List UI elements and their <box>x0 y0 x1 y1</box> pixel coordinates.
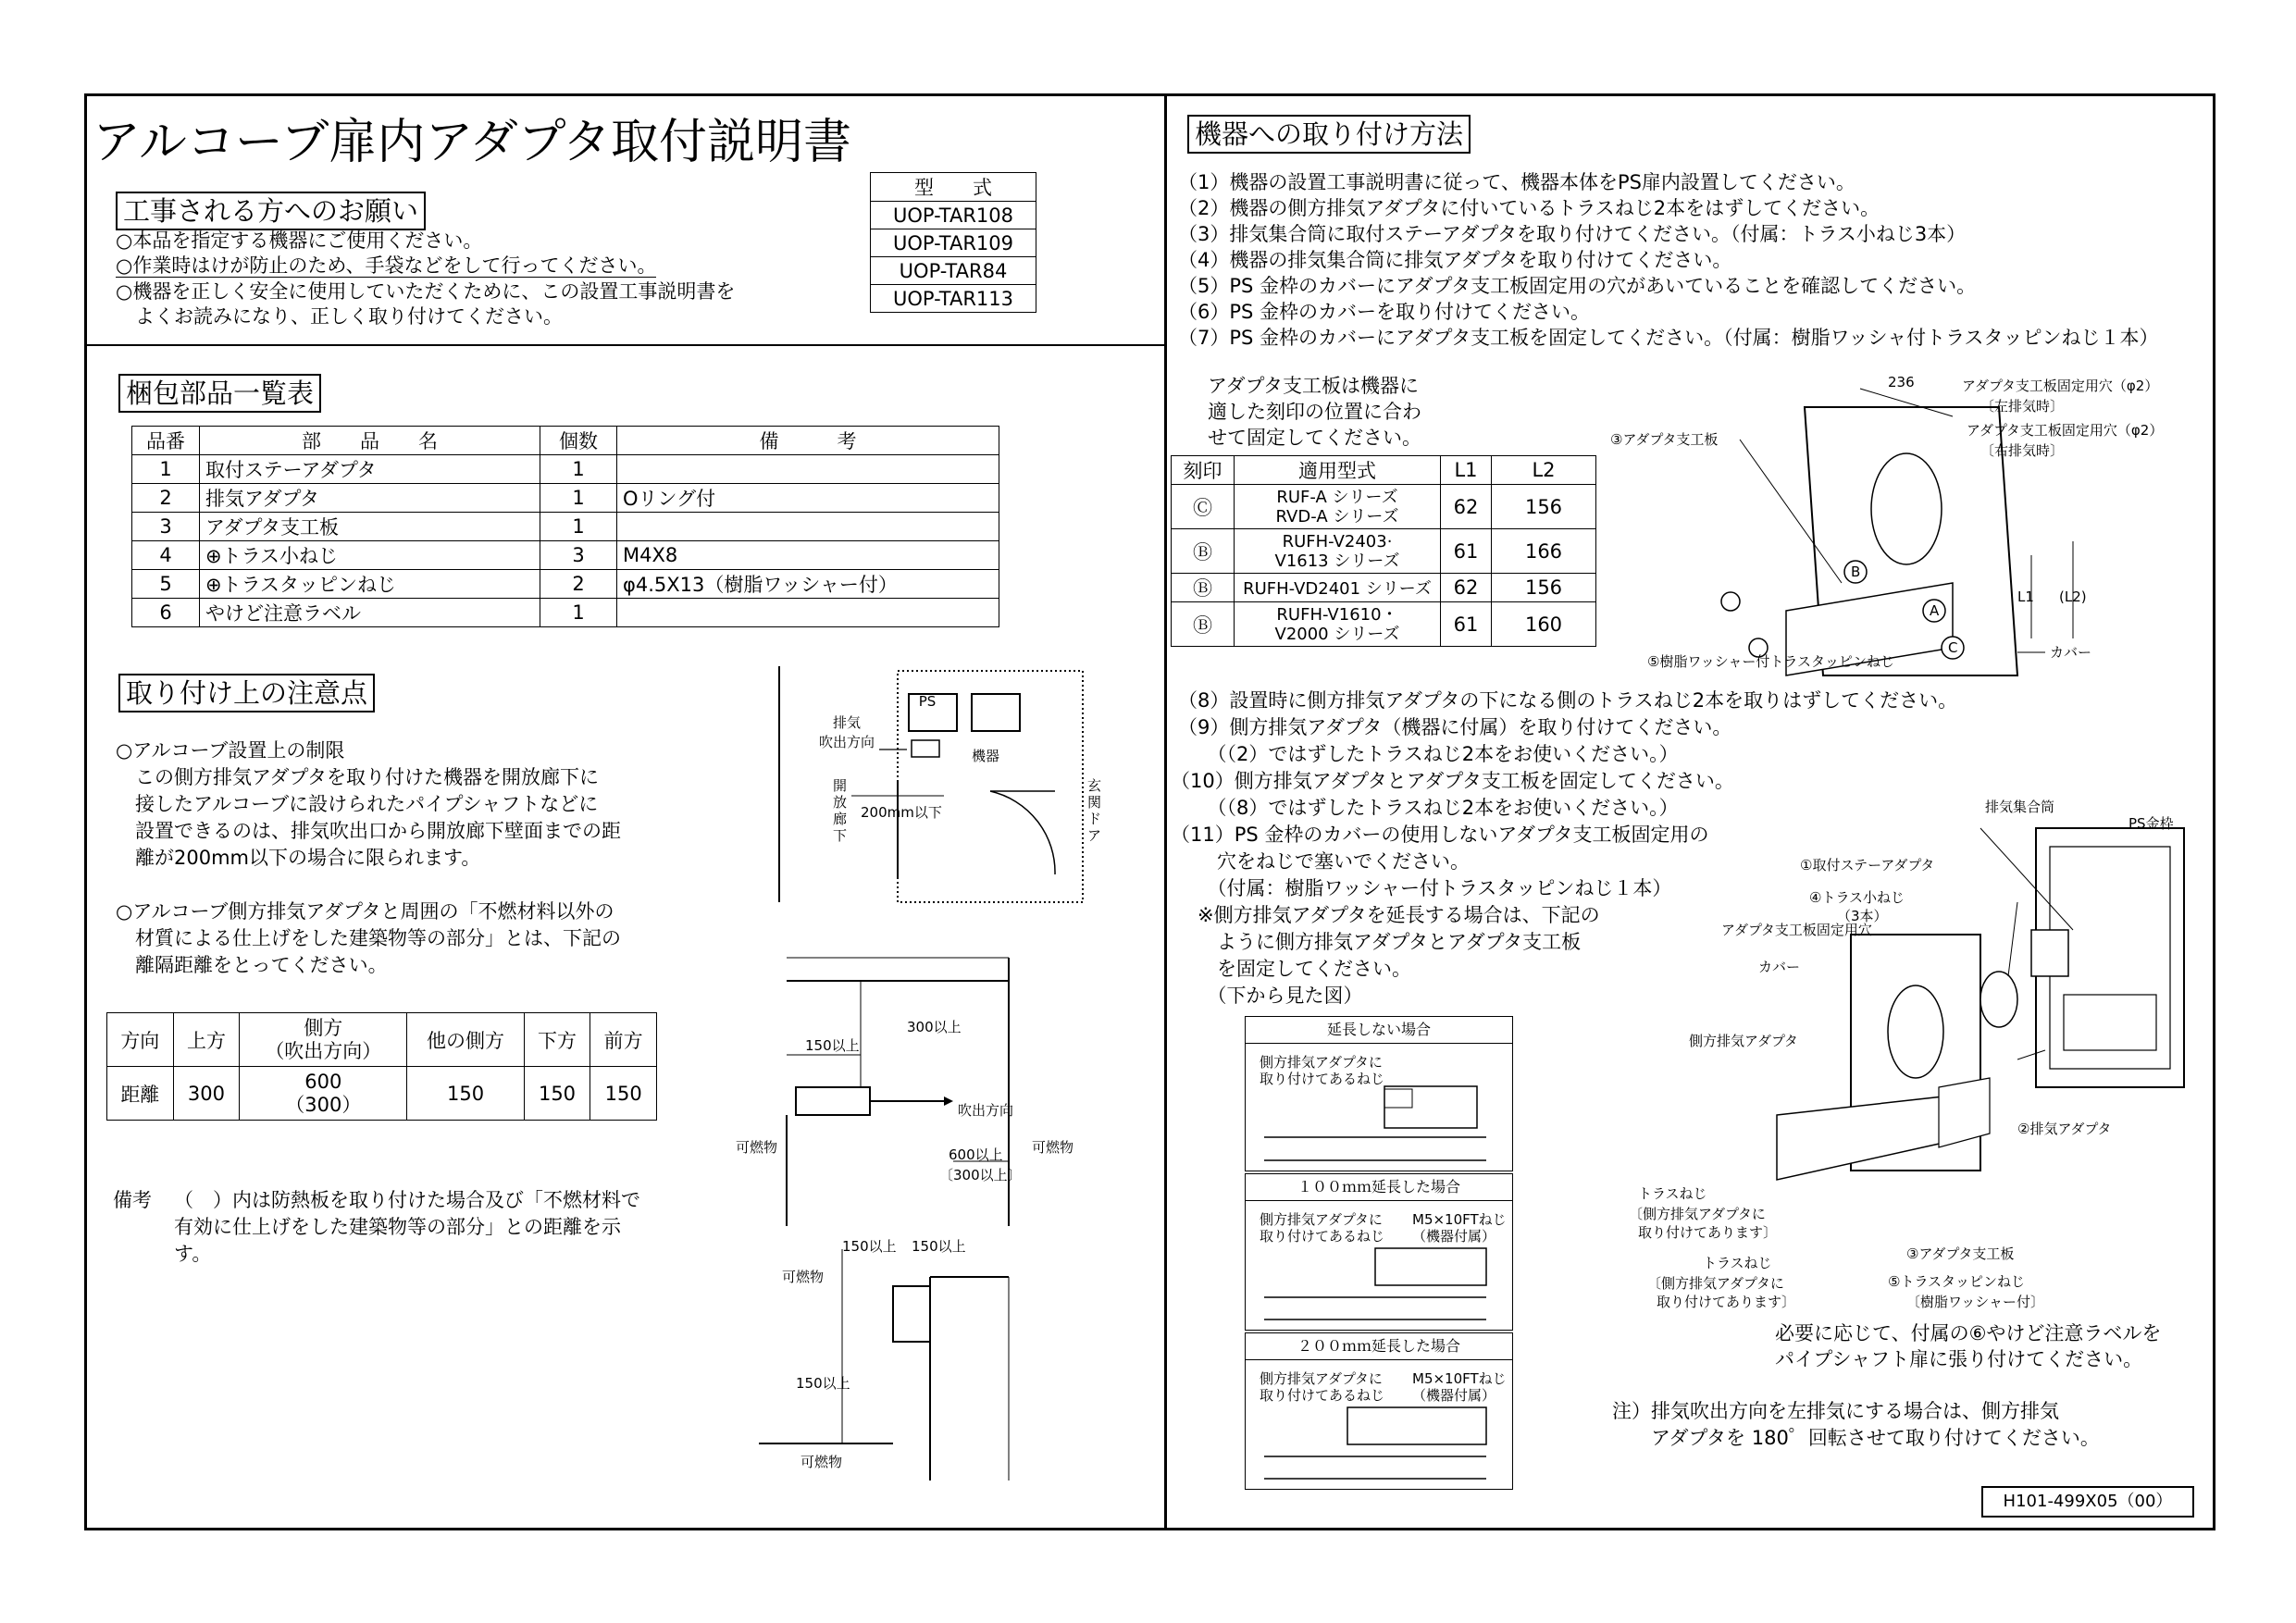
dist-header: 下方 <box>524 1013 590 1067</box>
request-line-text: ○作業時はけが防止のため、手袋などをして行ってください。 <box>116 254 657 277</box>
mark-header: 適用型式 <box>1235 456 1441 485</box>
cell: 3 <box>132 513 200 541</box>
mount-step: （4）機器の排気集合筒に排気アダプタを取り付けてください。 <box>1178 249 1732 271</box>
note-line: 有効に仕上げをした建築物等の部分」との距離を示 <box>174 1216 621 1238</box>
mark-table <box>1171 455 1596 647</box>
dim-300b: 〔300以上〕 <box>939 1167 1022 1183</box>
note-line: （ ）内は防熱板を取り付けた場合及び「不燃材料で <box>174 1189 640 1211</box>
caution-line: 材質による仕上げをした建築物等の部分」とは、下記の <box>116 927 621 949</box>
cell: 166 <box>1492 529 1596 574</box>
mark-header: L1 <box>1441 456 1492 485</box>
ext-screw: M5×10FTねじ <box>1412 1370 1507 1387</box>
ps-frame-label: PS金枠 <box>2128 815 2174 832</box>
l2-label: (L2) <box>2059 588 2087 605</box>
extension-title: １００ｍｍ延長した場合 <box>1246 1174 1512 1201</box>
side-adapter-label: 側方排気アダプタ <box>1689 1033 1798 1049</box>
parts-heading: 梱包部品一覧表 <box>118 374 321 413</box>
corridor-label: 開 放 廊 下 <box>833 777 848 844</box>
cell <box>617 455 999 484</box>
cover-label: カバー <box>1758 959 1801 975</box>
dist-header: 方向 <box>107 1013 174 1067</box>
cell: RUFH-V2403· V1613 シリーズ <box>1235 529 1441 574</box>
collector-label: 排気集合筒 <box>1985 799 2055 815</box>
mark-header: L2 <box>1492 456 1596 485</box>
footnote: アダプタを 180゜回転させて取り付けてください。 <box>1612 1427 2100 1449</box>
mount-step: （6）PS 金枠のカバーを取り付けてください。 <box>1178 301 1591 323</box>
cautions-heading: 取り付け上の注意点 <box>118 674 375 712</box>
cell <box>617 513 999 541</box>
right-exhaust-label: 〔右排気時〕 <box>1980 442 2065 459</box>
caution-line: 離が200mm以下の場合に限られます。 <box>116 847 481 869</box>
dim-150: 150以上 <box>805 1037 860 1054</box>
left-exhaust-label: 〔左排気時〕 <box>1980 398 2065 415</box>
dist-header: 側方 （吹出方向） <box>240 1013 407 1067</box>
cell: ⊕トラスタッピンねじ <box>200 570 540 599</box>
parts-col-header: 個数 <box>540 427 617 455</box>
cell: ⊕トラス小ねじ <box>200 541 540 570</box>
cell: 156 <box>1492 485 1596 529</box>
caution-line: ○アルコーブ側方排気アダプタと周囲の「不燃材料以外の <box>116 900 614 923</box>
mount-step: （3）排気集合筒に取付ステーアダプタを取り付けてください。（付属：トラス小ねじ3本） <box>1178 223 1967 245</box>
model-header: 型 式 <box>871 173 1036 202</box>
clearance-diagram-top <box>731 921 1101 1226</box>
table-row <box>132 570 999 599</box>
mark-b: B <box>1851 564 1861 580</box>
cell: 4 <box>132 541 200 570</box>
request-line: ○本品を指定する機器にご使用ください。 <box>116 229 483 252</box>
cell: アダプタ支工板 <box>200 513 540 541</box>
combustible-label: 可燃物 <box>736 1139 778 1156</box>
label-note: パイプシャフト扉に張り付けてください。 <box>1775 1348 2143 1370</box>
cell: 62 <box>1441 485 1492 529</box>
mount-step: （10）側方排気アダプタとアダプタ支工板を固定してください。 <box>1171 770 1734 792</box>
dim-236: 236 <box>1888 374 1915 390</box>
document-title: アルコーブ扉内アダプタ取付説明書 <box>93 115 852 170</box>
combustible-label: 可燃物 <box>800 1454 843 1470</box>
cell: RUF-A シリーズ RVD-A シリーズ <box>1235 485 1441 529</box>
assembly-diagram <box>1610 791 2203 1309</box>
table-row <box>132 455 999 484</box>
dist-header: 他の側方 <box>407 1013 524 1067</box>
cover-label: カバー <box>2050 644 2092 661</box>
ext-note: 側方排気アダプタに <box>1260 1211 1383 1228</box>
note-line: す。 <box>174 1243 212 1265</box>
truss-label: トラスねじ <box>1638 1185 1707 1202</box>
combustible-label: 可燃物 <box>1032 1139 1074 1156</box>
truss-note: 〔側方排気アダプタに <box>1629 1206 1766 1222</box>
cell: 1 <box>540 599 617 627</box>
mount-note: せて固定してください。 <box>1208 427 1421 449</box>
caution-line: この側方排気アダプタを取り付けた機器を開放廊下に <box>116 766 600 788</box>
cell: RUFH-VD2401 シリーズ <box>1235 574 1441 602</box>
cell: Ⓑ <box>1172 602 1235 647</box>
mount-step: （2）機器の側方排気アダプタに付いているトラスねじ2本をはずしてください。 <box>1178 197 1880 219</box>
dim-150: 150以上 <box>842 1238 897 1255</box>
direction-label: 吹出方向 <box>958 1102 1014 1119</box>
dist-value: 150 <box>524 1067 590 1121</box>
dist-value: 距離 <box>107 1067 174 1121</box>
model-item: UOP-TAR109 <box>871 229 1036 257</box>
extension-title: 延長しない場合 <box>1246 1017 1512 1044</box>
mount-step: （（2）ではずしたトラスねじ2本をお使いください。） <box>1178 743 1679 765</box>
label-note: 必要に応じて、付属の⑥やけど注意ラベルを <box>1775 1322 2162 1344</box>
plate-label: ③アダプタ支工板 <box>1610 431 1719 448</box>
ext-note: 側方排気アダプタに <box>1260 1054 1383 1071</box>
model-table <box>870 172 1036 313</box>
mark-c: C <box>1948 639 1958 656</box>
cell: φ4.5X13（樹脂ワッシャー付） <box>617 570 999 599</box>
ext-note: 取り付けてあるねじ <box>1260 1387 1385 1404</box>
cell: 排気アダプタ <box>200 484 540 513</box>
mount-step: （下から見た図） <box>1178 985 1363 1007</box>
dist-value: 300 <box>173 1067 240 1121</box>
request-heading: 工事される方へのお願い <box>116 192 426 230</box>
cell: 1 <box>540 513 617 541</box>
cell: 61 <box>1441 529 1492 574</box>
mount-step: ように側方排気アダプタとアダプタ支工板 <box>1178 931 1582 953</box>
clearance-diagram-bottom <box>731 1231 1101 1481</box>
table-row <box>132 484 999 513</box>
ext-note: 取り付けてあるねじ <box>1260 1228 1385 1245</box>
truss-note: 〔側方排気アダプタに <box>1647 1275 1784 1292</box>
truss-small-count: （3本） <box>1837 908 1888 924</box>
mark-a: A <box>1930 602 1940 619</box>
truss-note: 取り付けてあります〕 <box>1657 1294 1796 1310</box>
dim-150: 150以上 <box>912 1238 966 1255</box>
tapping-screw-label: ⑤樹脂ワッシャー付トラスタッピンねじ <box>1647 653 1894 670</box>
mount-step: （付属：樹脂ワッシャー付トラスタッピンねじ１本） <box>1178 877 1672 899</box>
dist-value: 150 <box>590 1067 657 1121</box>
cell: 取付ステーアダプタ <box>200 455 540 484</box>
extension-figure <box>1245 1332 1513 1490</box>
cell: M4X8 <box>617 541 999 570</box>
parts-table <box>131 426 999 627</box>
combustible-label: 可燃物 <box>782 1269 825 1285</box>
hole-right-label: アダプタ支工板固定用穴（φ2） <box>1967 422 2164 439</box>
caution-line: 離隔距離をとってください。 <box>116 954 388 976</box>
cell: 160 <box>1492 602 1596 647</box>
dist-value: 600 （300） <box>240 1067 407 1121</box>
cell: Ⓑ <box>1172 574 1235 602</box>
extension-figure <box>1245 1016 1513 1171</box>
cell: 5 <box>132 570 200 599</box>
caution-line: 設置できるのは、排気吹出口から開放廊下壁面までの距 <box>116 820 621 842</box>
alcove-plan-diagram <box>777 666 1101 907</box>
mount-heading: 機器への取り付け方法 <box>1187 115 1471 154</box>
cell: 1 <box>540 455 617 484</box>
caution-line: ○アルコーブ設置上の制限 <box>116 739 345 762</box>
door-label: 玄 関 ド ア <box>1087 777 1102 844</box>
dim-300: 300以上 <box>907 1019 962 1035</box>
extension-figure <box>1245 1173 1513 1331</box>
mount-step: を固定してください。 <box>1178 958 1411 980</box>
mount-step: （9）側方排気アダプタ（機器に付属）を取り付けてください。 <box>1178 716 1732 738</box>
model-item: UOP-TAR84 <box>871 257 1036 285</box>
cell: 1 <box>540 484 617 513</box>
table-row <box>132 599 999 627</box>
mark-header: 刻印 <box>1172 456 1235 485</box>
cell: 156 <box>1492 574 1596 602</box>
mount-note: アダプタ支工板は機器に <box>1208 375 1420 397</box>
stay-adapter-label: ①取付ステーアダプタ <box>1800 857 1935 873</box>
mount-step: （（8）ではずしたトラスねじ2本をお使いください。） <box>1178 797 1679 819</box>
device-label: 機器 <box>972 748 1000 764</box>
document-number: H101-499X05（00） <box>1981 1486 2194 1518</box>
truss-label: トラスねじ <box>1703 1255 1772 1271</box>
l1-label: L1 <box>2017 588 2034 605</box>
cell: 2 <box>132 484 200 513</box>
tapping-screw-note: 〔樹脂ワッシャー付〕 <box>1906 1294 2044 1310</box>
ext-note: 側方排気アダプタに <box>1260 1370 1383 1387</box>
parts-col-header: 部 品 名 <box>200 427 540 455</box>
mount-step: （8）設置時に側方排気アダプタの下になる側のトラスねじ2本を取りはずしてください。 <box>1178 689 1958 712</box>
table-row <box>132 513 999 541</box>
plate-label: ③アダプタ支工板 <box>1906 1245 2015 1262</box>
plate-diagram <box>1610 370 2203 685</box>
caution-line: 接したアルコーブに設けられたパイプシャフトなどに <box>116 793 599 815</box>
model-item: UOP-TAR113 <box>871 285 1036 313</box>
cell: Ⓒ <box>1172 485 1235 529</box>
ext-screw: （機器付属） <box>1412 1228 1496 1245</box>
left-divider <box>84 344 1167 346</box>
mount-step: （5）PS 金枠のカバーにアダプタ支工板固定用の穴があいていることを確認してください。 <box>1178 275 1977 297</box>
cell: 1 <box>132 455 200 484</box>
request-line <box>116 254 656 279</box>
mount-step: 穴をねじで塞いでください。 <box>1178 850 1470 873</box>
ext-screw: （機器付属） <box>1412 1387 1496 1404</box>
truss-note: 取り付けてあります〕 <box>1638 1224 1778 1241</box>
hole-left-label: アダプタ支工板固定用穴（φ2） <box>1962 378 2159 394</box>
dim-600: 600以上 <box>949 1146 1003 1163</box>
cell: やけど注意ラベル <box>200 599 540 627</box>
hole-label: アダプタ支工板固定用穴 <box>1721 922 1872 938</box>
mount-step: ※側方排気アダプタを延長する場合は、下記の <box>1178 904 1600 926</box>
cell: 6 <box>132 599 200 627</box>
cell: 61 <box>1441 602 1492 647</box>
cell: 3 <box>540 541 617 570</box>
dist-header: 上方 <box>173 1013 240 1067</box>
ps-label: PS <box>918 693 937 710</box>
cell: RUFH-V1610・ V2000 シリーズ <box>1235 602 1441 647</box>
parts-col-header: 品番 <box>132 427 200 455</box>
mount-note: 適した刻印の位置に合わ <box>1208 401 1421 423</box>
dist-header: 前方 <box>590 1013 657 1067</box>
table-row <box>132 541 999 570</box>
tapping-screw-label: ⑤トラスタッピンねじ <box>1888 1273 2025 1290</box>
exhaust-label: 排気 吹出方向 <box>819 714 875 750</box>
model-item: UOP-TAR108 <box>871 202 1036 229</box>
mount-step: （11）PS 金枠のカバーの使用しないアダプタ支工板固定用の <box>1171 824 1709 846</box>
cell: Oリング付 <box>617 484 999 513</box>
note-label: 備考 <box>113 1189 152 1211</box>
parts-col-header: 備 考 <box>617 427 999 455</box>
ext-screw: M5×10FTねじ <box>1412 1211 1507 1228</box>
cell: Ⓑ <box>1172 529 1235 574</box>
dist-value: 150 <box>407 1067 524 1121</box>
truss-small-label: ④トラス小ねじ <box>1809 889 1905 906</box>
ext-note: 取り付けてあるねじ <box>1260 1071 1385 1087</box>
request-line: よくお読みになり、正しく取り付けてください。 <box>116 305 563 328</box>
mount-step: （7）PS 金枠のカバーにアダプタ支工板を固定してください。（付属：樹脂ワッシャ付トラスタッピンねじ１本） <box>1178 327 2159 349</box>
request-line: ○機器を正しく安全に使用していただくために、この設置工事説明書を <box>116 280 736 303</box>
footnote: 注）排気吹出方向を左排気にする場合は、側方排気 <box>1612 1400 2059 1422</box>
exhaust-adapter-label: ②排気アダプタ <box>2017 1121 2112 1137</box>
cell <box>617 599 999 627</box>
cell: 2 <box>540 570 617 599</box>
dim-150: 150以上 <box>796 1375 850 1392</box>
mount-step: （1）機器の設置工事説明書に従って、機器本体をPS扉内設置してください。 <box>1178 171 1855 193</box>
distance-table <box>106 1012 657 1121</box>
dim-label: 200mm以下 <box>861 804 942 821</box>
cell: 62 <box>1441 574 1492 602</box>
extension-title: ２００ｍｍ延長した場合 <box>1246 1333 1512 1360</box>
